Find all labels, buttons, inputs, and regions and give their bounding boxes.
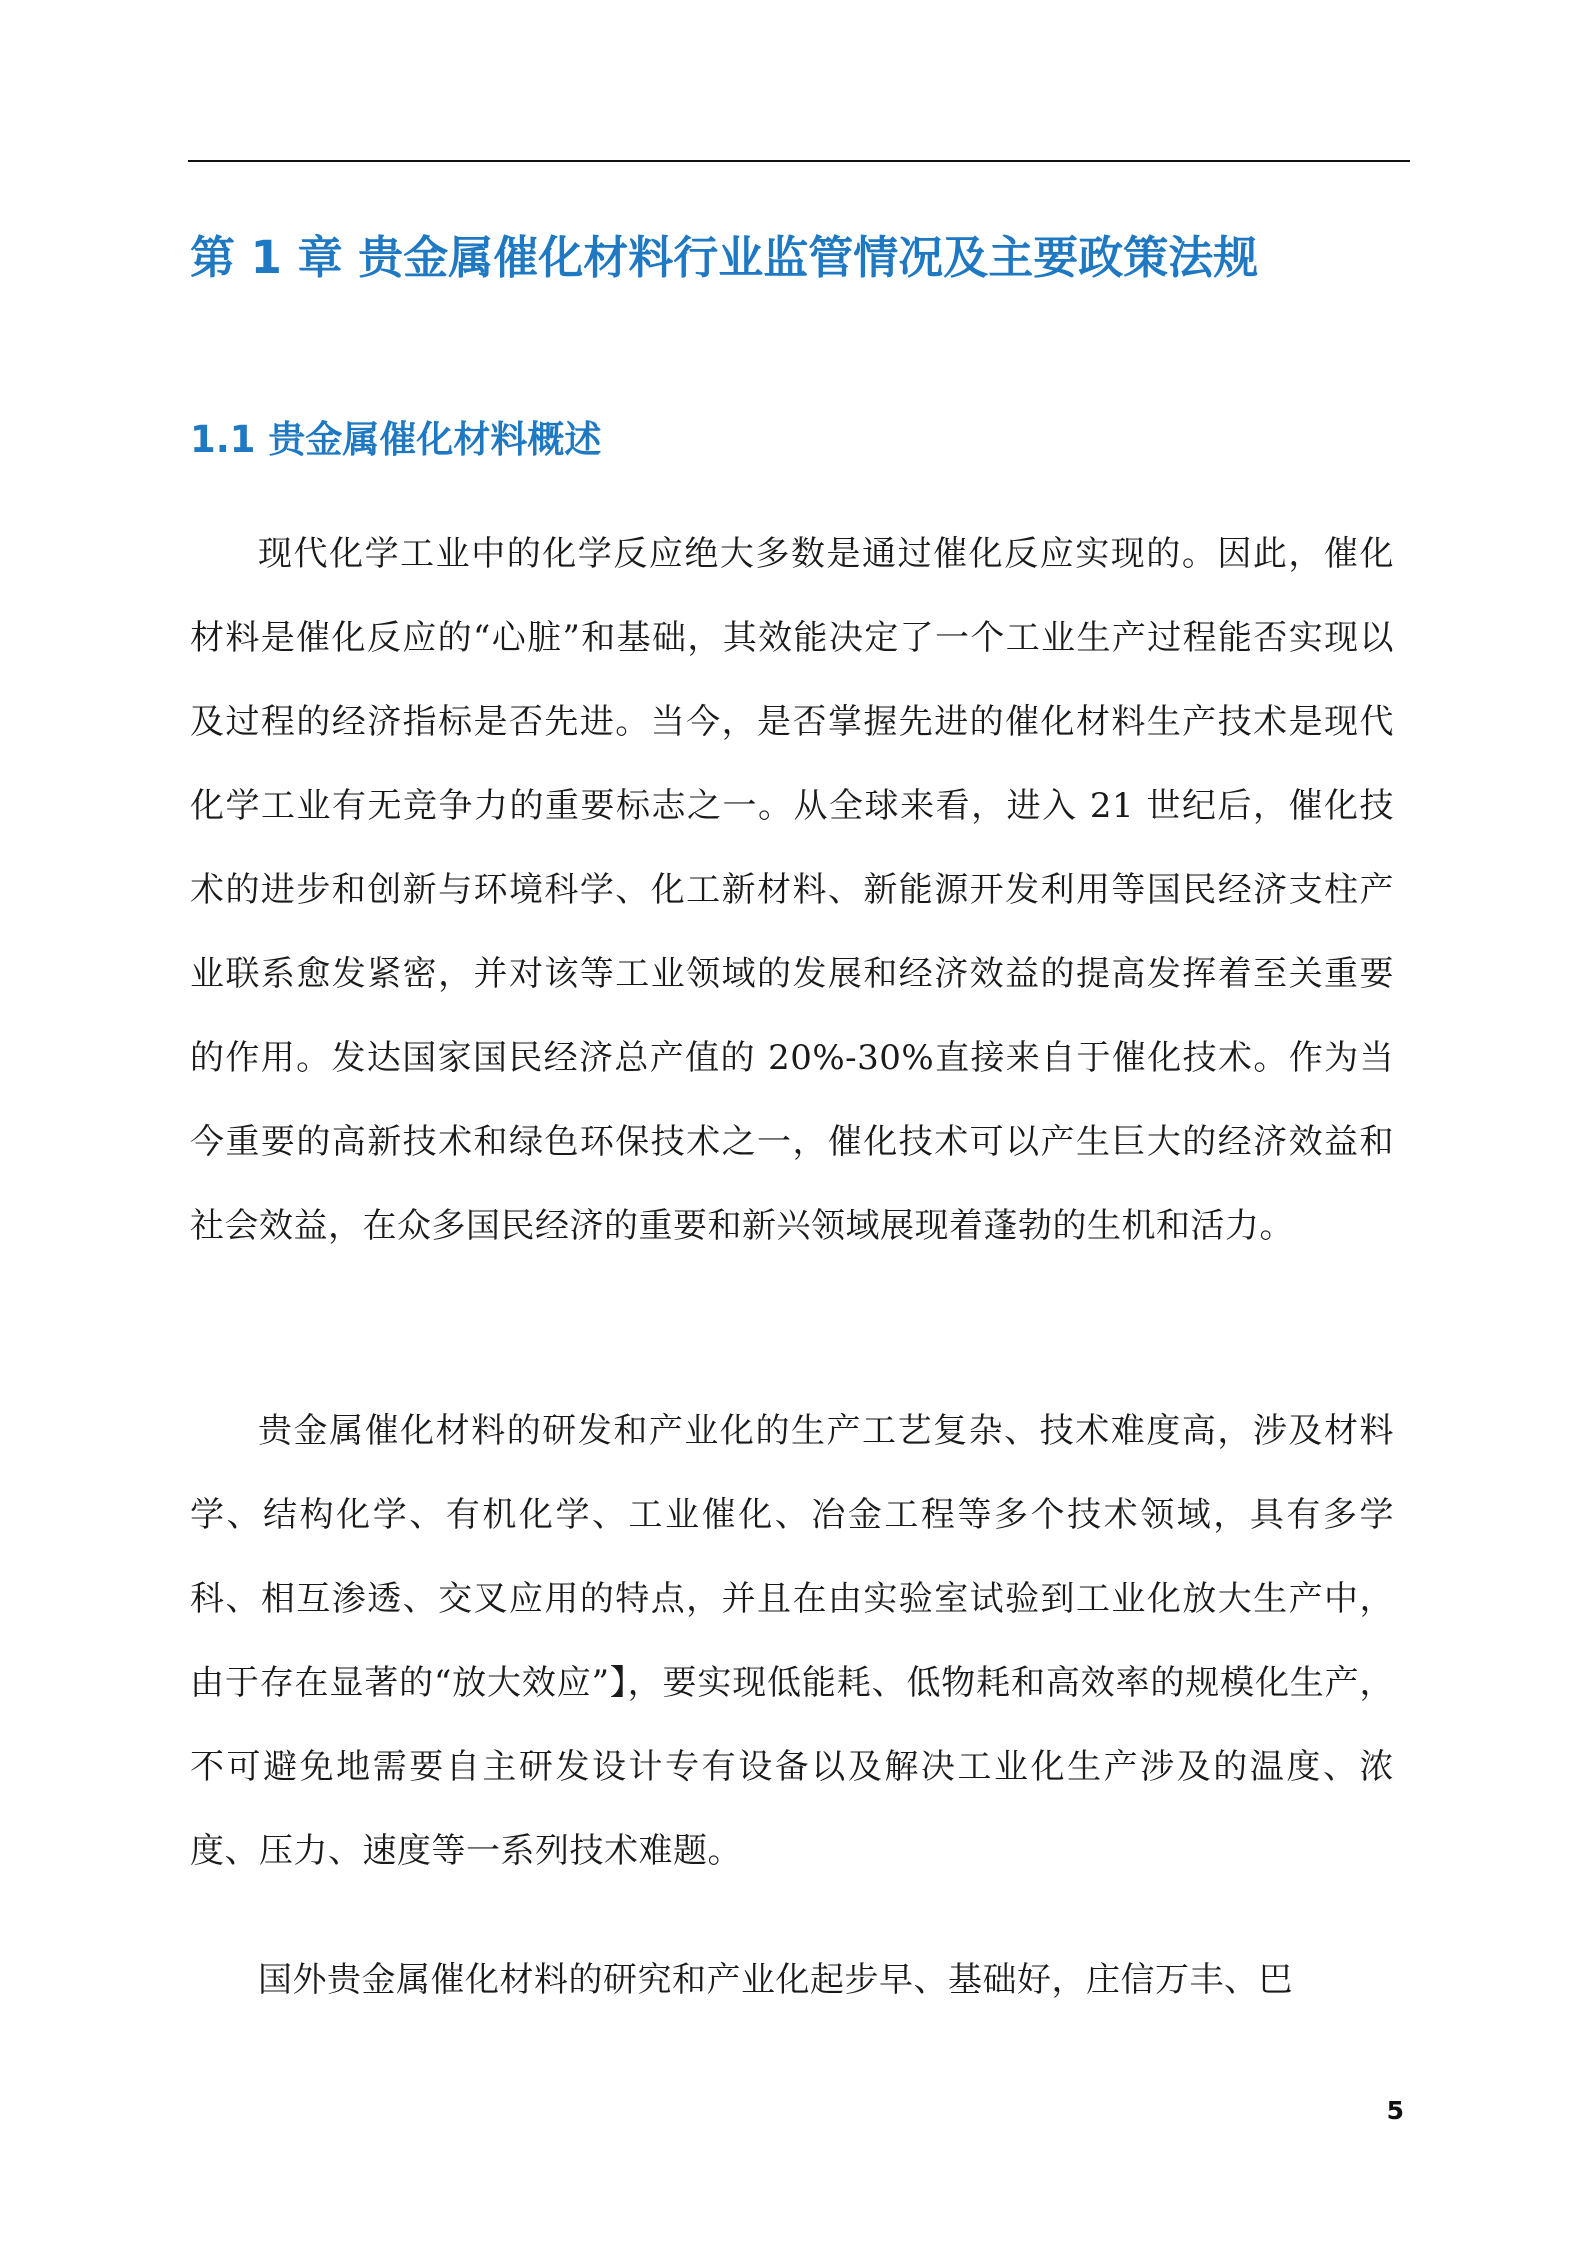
- body-paragraph: 国外贵金属催化材料的研究和产业化起步早、基础好，庄信万丰、巴: [258, 1960, 1293, 2000]
- page-number: 5: [1386, 2096, 1404, 2125]
- header-rule: [188, 160, 1410, 162]
- chapter-title: 第 1 章 贵金属催化材料行业监管情况及主要政策法规: [190, 231, 1259, 284]
- body-paragraph: 现代化学工业中的化学反应绝大多数是通过催化反应实现的。因此，催化材料是催化反应的“心脏”和基础，其效能决定了一个工业生产过程能否实现以及过程的经济指标是否先进。当今，是否掌握先进的催化材料生产技术是现代化学工业有无竞争力的重要标志之一。从全球来看，进入 21 世纪后，催化技术的进步和创新与环境科学、化工新材料、新能源开发利用等国民经济支柱产业联系愈发紧密，并对该等工业领域的发展和经济效益的提高发挥着至关重要的作用。发达国家国民经济总产值的 20%-30%直接来自于催化技术。作为当今重要的高新技术和绿色环保技术之一，催化技术可以产生巨大的经济效益和社会效益，在众多国民经济的重要和新兴领域展现着蓬勃的生机和活力。: [190, 534, 1394, 1246]
- body-paragraph: 贵金属催化材料的研发和产业化的生产工艺复杂、技术难度高，涉及材料学、结构化学、有机化学、工业催化、冶金工程等多个技术领域，具有多学科、相互渗透、交叉应用的特点，并且在由实验室试验到工业化放大生产中，由于存在显著的“放大效应”】，要实现低能耗、低物耗和高效率的规模化生产，不可避免地需要自主研发设计专有设备以及解决工业化生产涉及的温度、浓度、压力、速度等一系列技术难题。: [190, 1411, 1394, 1871]
- section-title: 1.1 贵金属催化材料概述: [190, 418, 602, 461]
